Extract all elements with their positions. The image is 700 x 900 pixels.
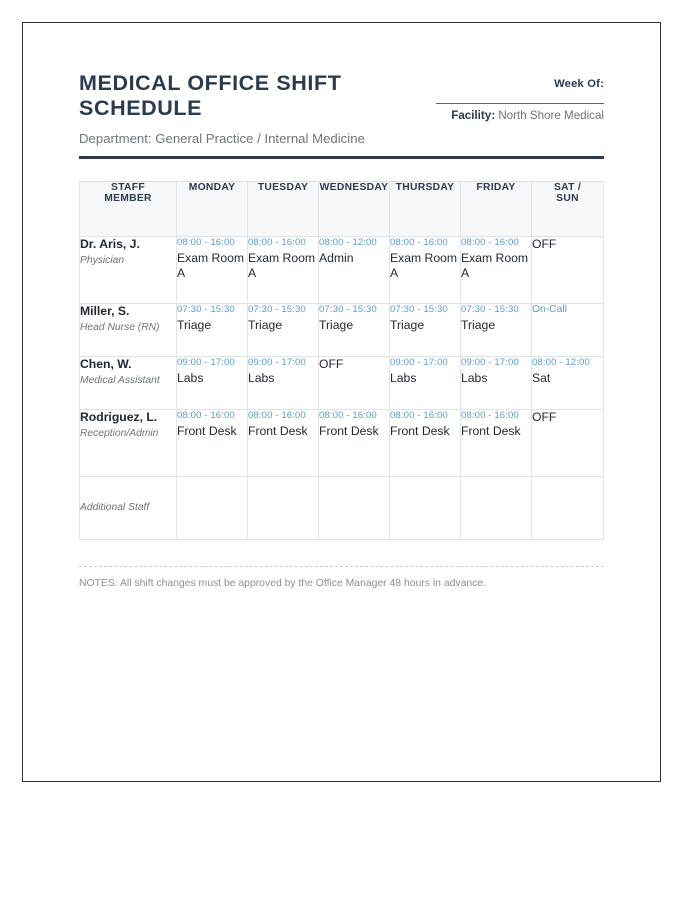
shift-time: 09:00 - 17:00 bbox=[177, 357, 235, 369]
shift-cell-thursday[interactable] bbox=[390, 357, 461, 410]
shift-cell-friday[interactable] bbox=[461, 410, 532, 477]
shift-task: Labs bbox=[461, 370, 488, 385]
staff-role: Physician bbox=[80, 255, 125, 267]
shift-time: 08:00 - 16:00 bbox=[177, 410, 235, 422]
staff-member-cell[interactable] bbox=[80, 410, 177, 477]
shift-task: Labs bbox=[390, 370, 417, 385]
shift-cell-tuesday[interactable] bbox=[248, 357, 319, 410]
table-row-additional-staff bbox=[80, 477, 604, 540]
shift-task: Front Desk bbox=[319, 423, 379, 438]
shift-time: 08:00 - 16:00 bbox=[461, 237, 519, 249]
column-header-line2: MEMBER bbox=[104, 193, 152, 205]
shift-time: 08:00 - 16:00 bbox=[248, 237, 306, 249]
staff-role: Medical Assistant bbox=[80, 375, 160, 387]
document-body bbox=[79, 71, 604, 591]
table-header bbox=[80, 182, 604, 237]
shift-time: 08:00 - 12:00 bbox=[532, 357, 590, 369]
week-of-fill-in-line[interactable] bbox=[436, 103, 604, 104]
shift-task: Labs bbox=[248, 370, 275, 385]
shift-cell-friday-empty[interactable] bbox=[461, 477, 532, 540]
shift-time: 08:00 - 16:00 bbox=[390, 237, 448, 249]
table-row bbox=[80, 304, 604, 357]
shift-time: 07:30 - 15:30 bbox=[177, 304, 235, 316]
shift-time: 08:00 - 16:00 bbox=[390, 410, 448, 422]
staff-member-cell[interactable] bbox=[80, 357, 177, 410]
shift-cell-sat-sun[interactable] bbox=[532, 304, 604, 357]
shift-task: Exam Room A bbox=[177, 250, 245, 280]
shift-task: OFF bbox=[532, 237, 557, 252]
shift-time: 08:00 - 16:00 bbox=[461, 410, 519, 422]
shift-cell-tuesday-empty[interactable] bbox=[248, 477, 319, 540]
column-header-wednesday: WEDNESDAY bbox=[319, 182, 390, 237]
shift-cell-tuesday[interactable] bbox=[248, 237, 319, 304]
column-header-tuesday: TUESDAY bbox=[248, 182, 319, 237]
shift-cell-monday-empty[interactable] bbox=[177, 477, 248, 540]
shift-cell-wednesday[interactable] bbox=[319, 237, 390, 304]
notes-divider bbox=[79, 566, 604, 567]
table-row bbox=[80, 357, 604, 410]
column-header-thursday: THURSDAY bbox=[390, 182, 461, 237]
shift-cell-wednesday[interactable] bbox=[319, 410, 390, 477]
document-header bbox=[79, 71, 604, 147]
header-divider-rule bbox=[79, 156, 604, 159]
shift-task: Labs bbox=[177, 370, 204, 385]
staff-name: Miller, S. bbox=[80, 304, 130, 319]
facility-label: Facility: bbox=[451, 109, 496, 122]
department-subtitle: Department: General Practice / Internal Medicine bbox=[79, 130, 365, 146]
shift-task: Front Desk bbox=[390, 423, 450, 438]
shift-task: Triage bbox=[319, 317, 354, 332]
shift-task: Triage bbox=[248, 317, 283, 332]
shift-cell-wednesday[interactable] bbox=[319, 357, 390, 410]
shift-task: Sat bbox=[532, 370, 551, 385]
table-row bbox=[80, 410, 604, 477]
shift-cell-monday[interactable] bbox=[177, 357, 248, 410]
shift-task: Exam Room A bbox=[248, 250, 316, 280]
shift-task: Triage bbox=[177, 317, 212, 332]
shift-task: Exam Room A bbox=[461, 250, 529, 280]
schedule-table-container bbox=[79, 181, 604, 540]
shift-time: 08:00 - 16:00 bbox=[319, 410, 377, 422]
shift-cell-monday[interactable] bbox=[177, 410, 248, 477]
shift-cell-thursday[interactable] bbox=[390, 304, 461, 357]
shift-cell-thursday-empty[interactable] bbox=[390, 477, 461, 540]
shift-task: Exam Room A bbox=[390, 250, 458, 280]
column-header-line1: SAT / bbox=[553, 182, 582, 194]
column-header-line2: SUN bbox=[556, 193, 579, 205]
shift-time: 07:30 - 15:30 bbox=[390, 304, 448, 316]
shift-schedule-table bbox=[79, 181, 604, 540]
staff-name: Rodriguez, L. bbox=[80, 410, 158, 425]
week-of-label: Week Of: bbox=[554, 78, 604, 90]
shift-cell-friday[interactable] bbox=[461, 304, 532, 357]
shift-cell-sat-sun-empty[interactable] bbox=[532, 477, 604, 540]
facility-value: North Shore Medical bbox=[498, 109, 604, 122]
shift-task: Admin bbox=[319, 250, 354, 265]
shift-cell-friday[interactable] bbox=[461, 357, 532, 410]
shift-cell-thursday[interactable] bbox=[390, 410, 461, 477]
shift-task: OFF bbox=[532, 410, 557, 425]
printable-page-sheet bbox=[22, 22, 661, 782]
table-row bbox=[80, 237, 604, 304]
shift-time: 08:00 - 16:00 bbox=[248, 410, 306, 422]
shift-task: Front Desk bbox=[248, 423, 308, 438]
staff-name: Chen, W. bbox=[80, 357, 132, 372]
shift-cell-thursday[interactable] bbox=[390, 237, 461, 304]
page-title: MEDICAL OFFICE SHIFT SCHEDULE bbox=[79, 71, 342, 121]
shift-time: 08:00 - 12:00 bbox=[319, 237, 377, 249]
staff-role: Head Nurse (RN) bbox=[80, 322, 160, 334]
shift-time: On-Call bbox=[532, 304, 567, 316]
shift-time: 09:00 - 17:00 bbox=[390, 357, 448, 369]
shift-cell-wednesday[interactable] bbox=[319, 304, 390, 357]
shift-cell-monday[interactable] bbox=[177, 304, 248, 357]
shift-time: 09:00 - 17:00 bbox=[461, 357, 519, 369]
column-header-sat-sun bbox=[532, 182, 604, 237]
shift-cell-tuesday[interactable] bbox=[248, 304, 319, 357]
column-header-monday: MONDAY bbox=[177, 182, 248, 237]
facility-row bbox=[436, 109, 604, 123]
notes-text: NOTES: All shift changes must be approved by the Office Manager 48 hours in advance. bbox=[79, 578, 486, 590]
staff-name: Dr. Aris, J. bbox=[80, 237, 140, 252]
column-header-friday: FRIDAY bbox=[461, 182, 532, 237]
header-meta-block bbox=[436, 71, 604, 123]
shift-task: Triage bbox=[461, 317, 496, 332]
table-body bbox=[80, 237, 604, 540]
shift-cell-sat-sun[interactable] bbox=[532, 410, 604, 477]
shift-cell-sat-sun[interactable] bbox=[532, 237, 604, 304]
table-header-row bbox=[80, 182, 604, 237]
shift-time: 07:30 - 15:30 bbox=[319, 304, 377, 316]
staff-member-cell[interactable] bbox=[80, 237, 177, 304]
column-header-line1: STAFF bbox=[111, 182, 145, 194]
additional-staff-label: Additional Staff bbox=[80, 501, 150, 513]
header-left-block bbox=[79, 71, 409, 147]
staff-role: Reception/Admin bbox=[80, 428, 159, 440]
shift-task: Front Desk bbox=[461, 423, 521, 438]
staff-member-cell[interactable] bbox=[80, 304, 177, 357]
additional-staff-cell[interactable] bbox=[80, 477, 177, 540]
shift-cell-monday[interactable] bbox=[177, 237, 248, 304]
shift-time: 09:00 - 17:00 bbox=[248, 357, 306, 369]
shift-time: 08:00 - 16:00 bbox=[177, 237, 235, 249]
shift-time: 07:30 - 15:30 bbox=[248, 304, 306, 316]
shift-task: Triage bbox=[390, 317, 425, 332]
shift-cell-tuesday[interactable] bbox=[248, 410, 319, 477]
shift-cell-wednesday-empty[interactable] bbox=[319, 477, 390, 540]
column-header-staff-member bbox=[80, 182, 177, 237]
shift-cell-sat-sun[interactable] bbox=[532, 357, 604, 410]
shift-cell-friday[interactable] bbox=[461, 237, 532, 304]
shift-time: 07:30 - 15:30 bbox=[461, 304, 519, 316]
shift-task: OFF bbox=[319, 357, 344, 372]
shift-task: Front Desk bbox=[177, 423, 237, 438]
